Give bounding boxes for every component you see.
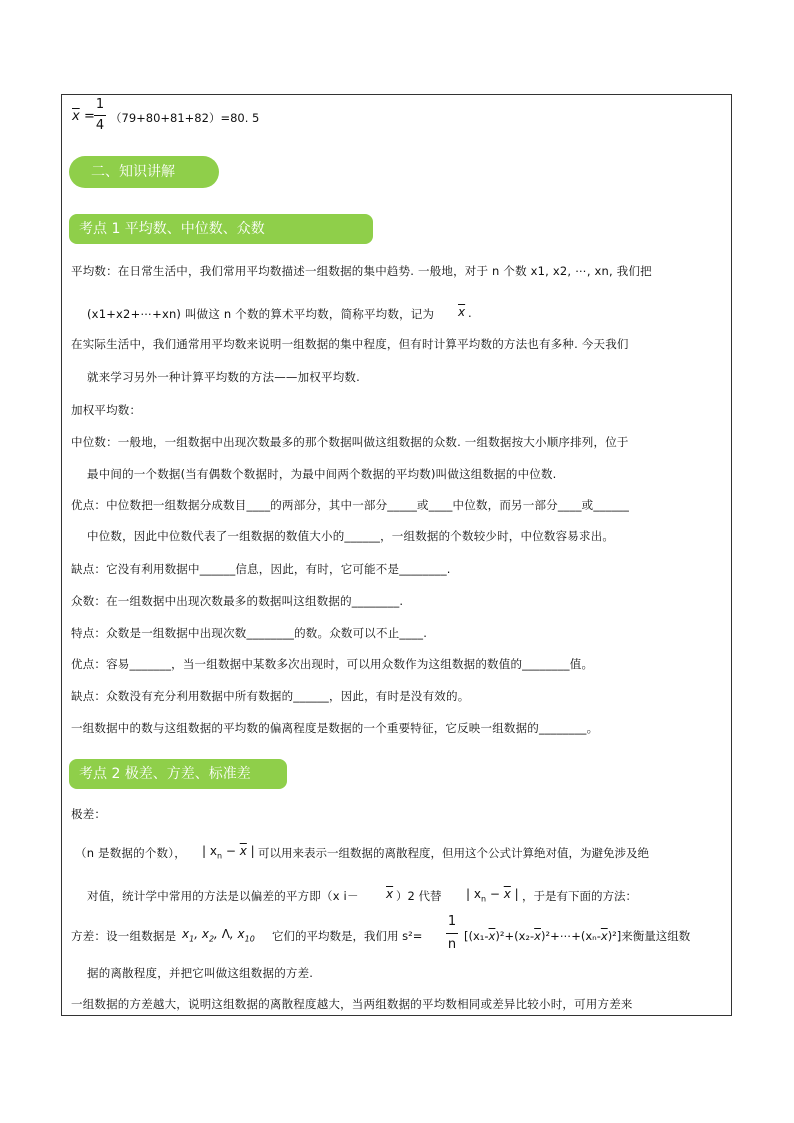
- seq-sub-1: 1: [189, 934, 195, 944]
- seq-ellipsis: Λ: [221, 927, 230, 941]
- deviation-feature: 一组数据中的数与这组数据的平均数的偏离程度是数据的一个重要特征，它反映一组数据的________。: [71, 721, 599, 735]
- fraction-1n-numerator: 1: [447, 914, 457, 929]
- section-heading-knowledge: [69, 156, 219, 188]
- median-advantage-line2: 中位数，因此中位数代表了一组数据的数值大小的______，一组数据的个数较少时，中位数容易求出。: [87, 529, 615, 543]
- median-advantage-line1: 优点：中位数把一组数据分成数目____的两部分，其中一部分_____或____中位数，而另一部分____或______: [71, 498, 630, 512]
- fraction-one-quarter: [94, 97, 106, 133]
- vf-part4: )²]来衡量这组数: [607, 929, 691, 943]
- mean-definition-line1: 平均数：在日常生活中，我们常用平均数描述一组数据的集中趋势. 一般地，对于 n 个数 x1, x2, ⋯, xn, 我们把: [71, 264, 652, 278]
- range-explanation: 可以用来表示一组数据的离散程度，但用这个公式计算绝对值，为避免涉及绝: [258, 846, 649, 860]
- variance-label: 方差：设一组数据是: [71, 929, 177, 943]
- vf-part1: [(x₁-: [464, 929, 489, 943]
- variance-formula: [464, 928, 690, 944]
- vf-part2: )²+(x₂-: [495, 929, 535, 943]
- topic-2-title: 考点 2 极差、方差、标准差: [79, 766, 251, 782]
- topic-2-banner: [69, 759, 287, 789]
- fraction-1n-denominator: n: [447, 937, 457, 952]
- subscript-n: n: [216, 851, 223, 861]
- vf-xbar-1: $\overline{x}$: [488, 929, 496, 943]
- median-definition-line2: 最中间的一个数据(当有偶数个数据时，为最中间两个数据的平均数)叫做这组数据的中位数.: [87, 467, 557, 481]
- seq-sub-10: 10: [244, 934, 255, 944]
- section-heading-text: 二、知识讲解: [91, 164, 175, 180]
- topic-1-banner: [69, 214, 373, 244]
- variance-size-meaning: 一组数据的方差越大，说明这组数据的离散程度越大，当两组数据的平均数相同或差异比较小时，可用方差来: [71, 997, 633, 1011]
- mean-definition-period: .: [468, 306, 472, 320]
- mode-feature: 特点：众数是一组数据中出现次数________的数。众数可以不止____.: [71, 626, 428, 640]
- minus-sign-2: −: [486, 887, 504, 901]
- abs-left: | x: [202, 844, 217, 858]
- seq-x1: x: [182, 927, 190, 941]
- fraction-bar: [94, 115, 106, 116]
- mode-disadvantage: 缺点：众数没有充分利用数据中所有数据的______，因此，有时是没有效的。: [71, 689, 470, 703]
- practical-mean-line1: 在实际生活中，我们通常用平均数来说明一组数据的集中程度，但有时计算平均数的方法也有多种. 今天我们: [71, 337, 629, 351]
- seq-x10: x: [237, 927, 245, 941]
- xbar-symbol-2: $\overline{x}$: [239, 844, 247, 858]
- weighted-mean-label: 加权平均数：: [71, 403, 142, 417]
- data-sequence: $x_1$, $x_2$, Λ, $x_{10}$: [182, 927, 255, 944]
- topic-1-title: 考点 1 平均数、中位数、众数: [79, 221, 265, 237]
- xbar-symbol-4: $\overline{x}$: [503, 887, 511, 901]
- fraction-denominator: 4: [95, 118, 105, 133]
- mode-advantage: 优点：容易_______，当一组数据中某数多次出现时，可以用众数作为这组数据的数值的________值。: [71, 657, 594, 671]
- vf-xbar-2: $\overline{x}$: [534, 929, 541, 943]
- seq-sub-2: 2: [208, 934, 215, 944]
- abs-deviation-expression: [202, 844, 255, 860]
- mode-definition: 众数：在一组数据中出现次数最多的数据叫这组数据的________.: [71, 594, 404, 608]
- range-note: （n 是数据的个数），: [75, 846, 186, 860]
- subscript-n-2: n: [480, 894, 487, 904]
- seq-x2: x: [201, 927, 209, 941]
- vf-xbar-3: $\overline{x}$: [600, 929, 608, 943]
- fraction-1n-bar: [446, 933, 458, 934]
- xbar-symbol-3: $\overline{x}$: [386, 887, 394, 901]
- median-definition-line1: 中位数：一般地，一组数据中出现次数最多的那个数据叫做这组数据的众数. 一组数据按大小顺序排列，位于: [71, 435, 629, 449]
- mean-expression: （79+80+81+82）=80. 5: [110, 111, 260, 125]
- abs-right: |: [246, 844, 255, 858]
- minus-sign: −: [222, 844, 240, 858]
- range-label: 极差：: [71, 807, 107, 821]
- abs-deviation-expression-2: [466, 887, 519, 903]
- practical-mean-line2: 就来学习另外一种计算平均数的方法——加权平均数.: [87, 370, 360, 384]
- fraction-numerator: 1: [95, 97, 105, 112]
- vf-part3: )²+⋯+(xₙ-: [540, 929, 601, 943]
- fraction-one-over-n: [446, 914, 458, 952]
- squared-replace-text: ）2 代替: [396, 889, 442, 903]
- equals-sign: =: [84, 109, 95, 124]
- variance-intro: 它们的平均数是，我们用 s²=: [272, 929, 423, 943]
- squared-deviation-line: 对值，统计学中常用的方法是以偏差的平方即（x i－: [87, 889, 359, 903]
- mean-definition-line2: (x1+x2+⋯+xn) 叫做这 n 个数的算术平均数，简称平均数，记为: [87, 307, 435, 321]
- xbar-symbol: $\overline{x}$: [72, 109, 80, 124]
- abs-right-2: |: [510, 887, 519, 901]
- median-disadvantage: 缺点：它没有利用数据中______信息，因此，有时，它可能不是________.: [71, 562, 451, 576]
- mean-symbol-xbar: $\overline{x}$: [458, 305, 466, 319]
- abs-left-2: | x: [466, 887, 481, 901]
- method-intro-text: ，于是有下面的方法：: [522, 889, 637, 903]
- variance-definition-end: 据的离散程度，并把它叫做这组数据的方差.: [87, 966, 314, 980]
